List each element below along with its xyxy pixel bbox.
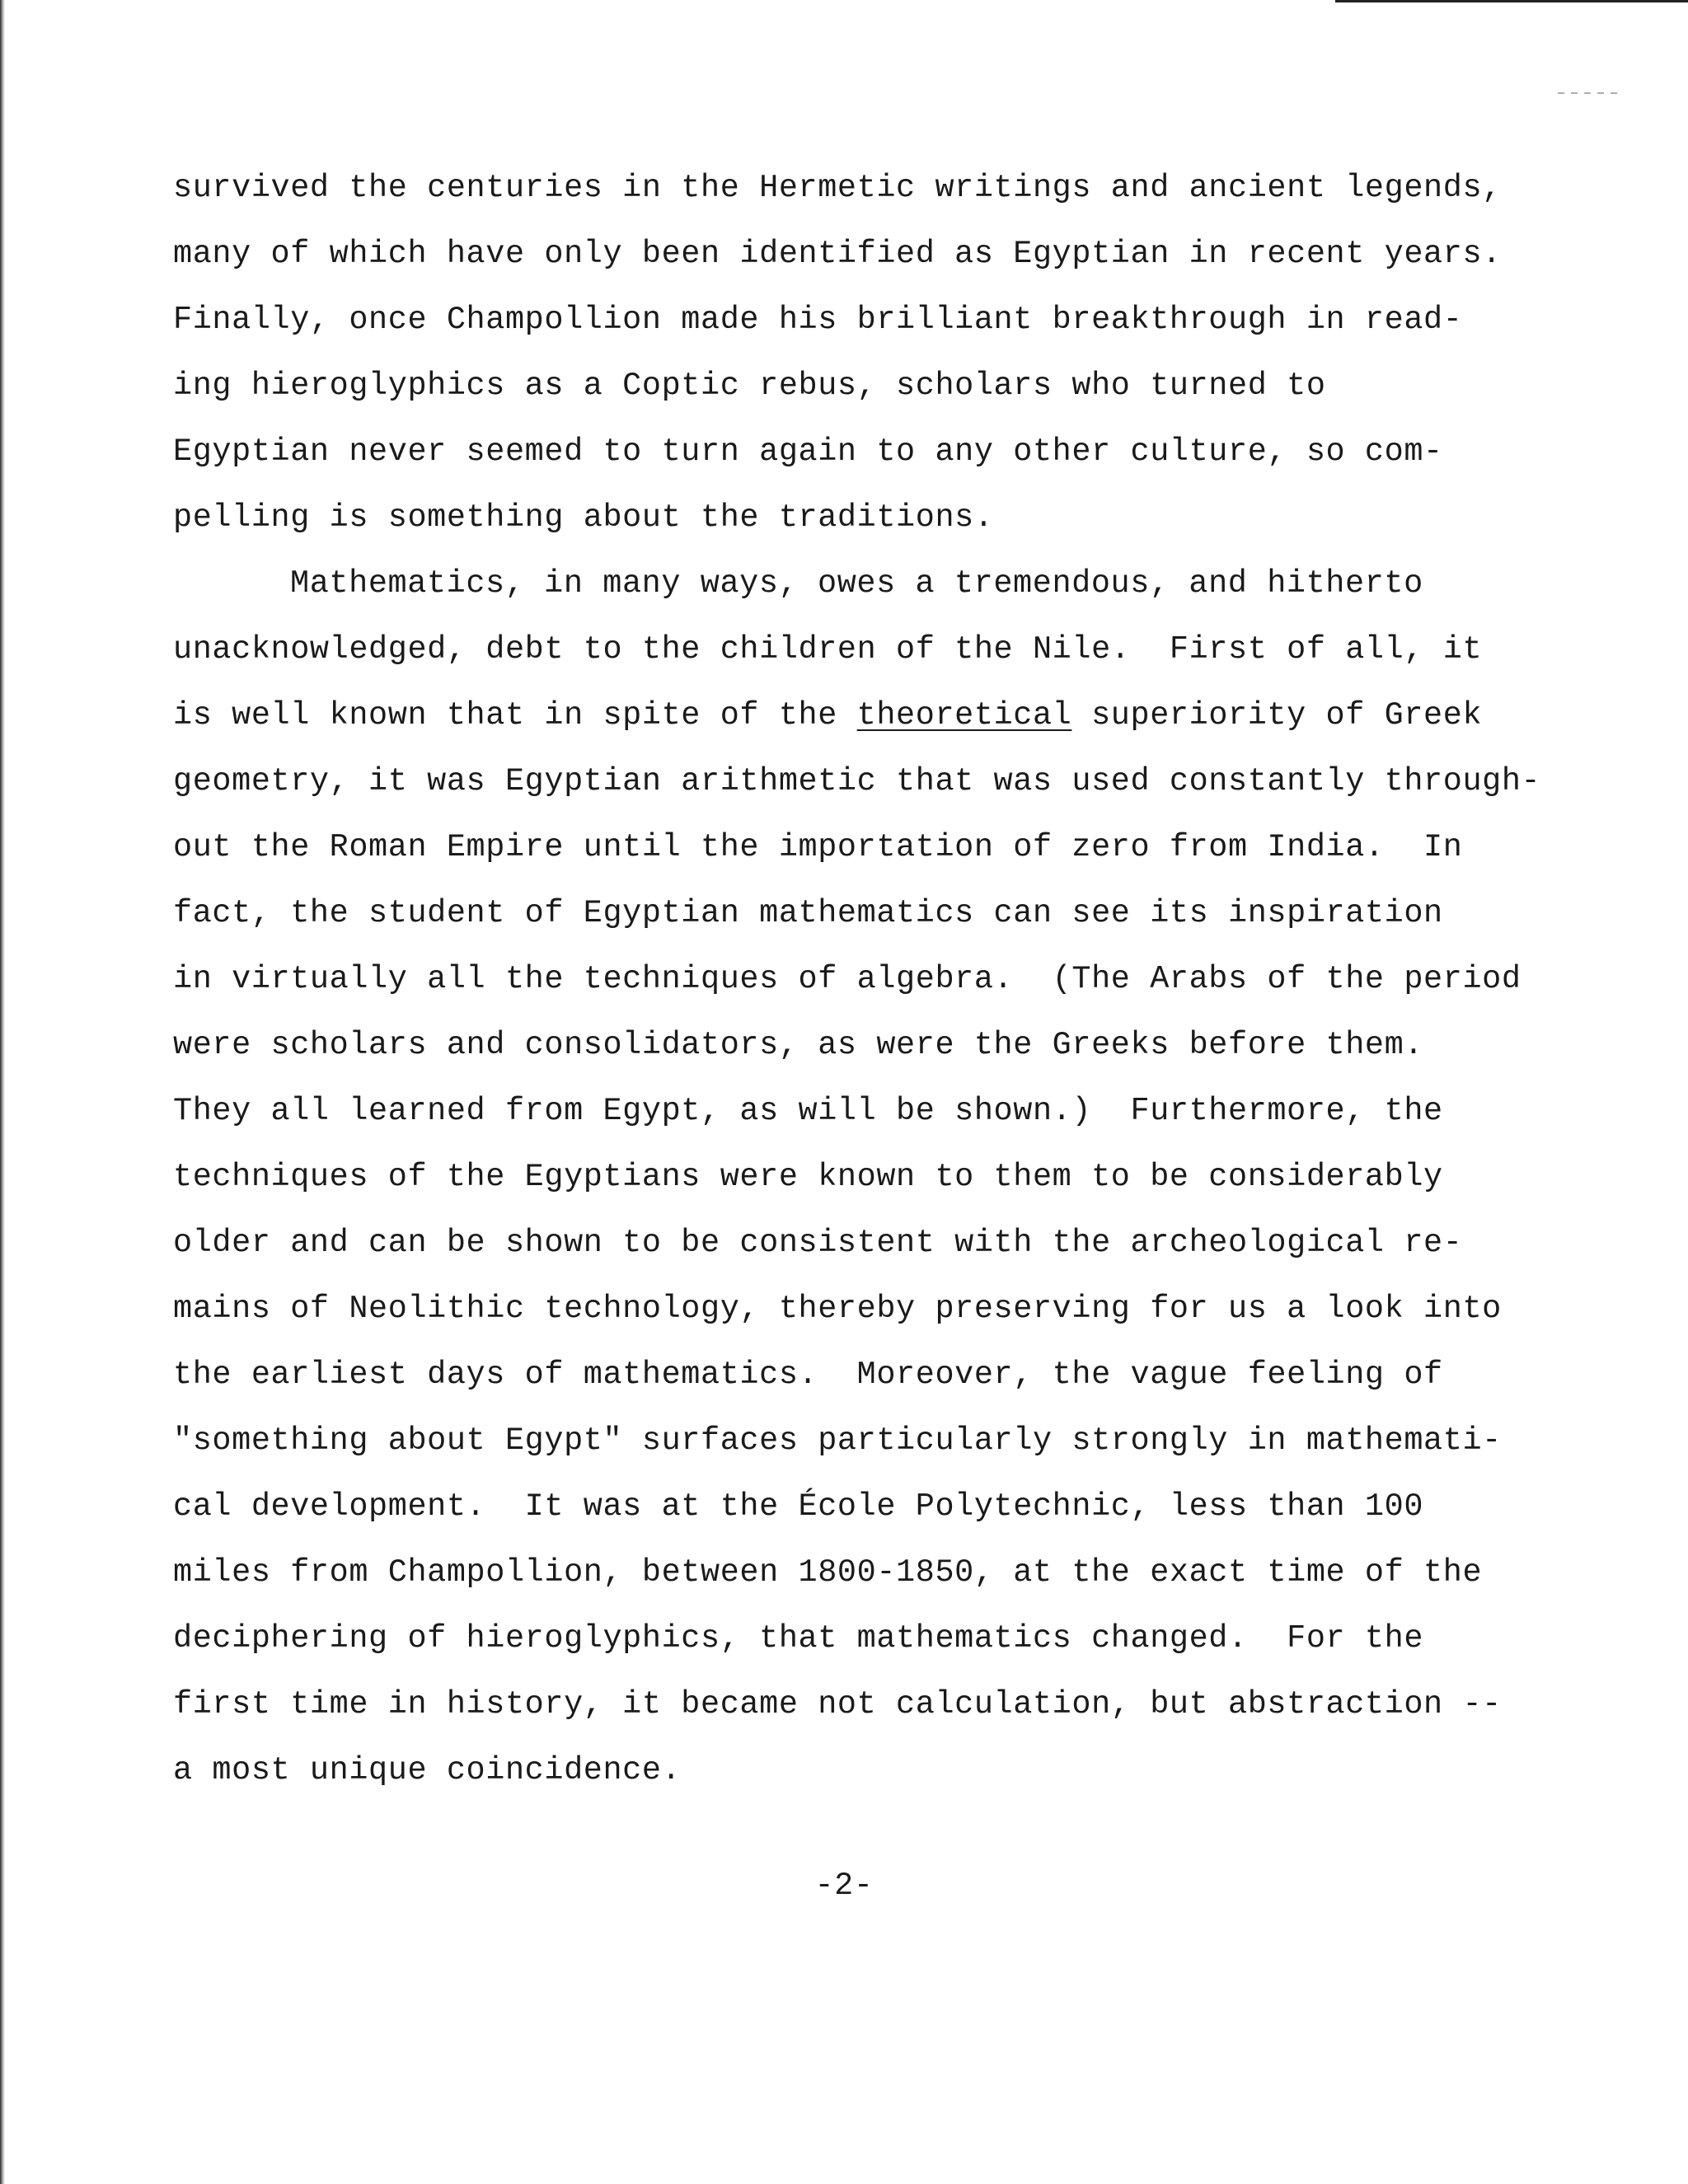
text-line: miles from Champollion, between 1800-1850, at the exact time of the [173, 1554, 1483, 1591]
text-line: pelling is something about the traditions. [173, 499, 994, 536]
text-line: unacknowledged, debt to the children of the Nile. First of all, it [173, 631, 1483, 668]
text-line: techniques of the Egyptians were known to them to be considerably [173, 1159, 1443, 1195]
text-line: in virtually all the techniques of algebra. (The Arabs of the period [173, 961, 1522, 997]
scan-top-edge [1335, 0, 1688, 2]
text-fragment: is well known that in spite of the [173, 697, 857, 733]
text-line: Mathematics, in many ways, owes a tremendous, and hitherto [290, 565, 1423, 602]
text-line: were scholars and consolidators, as were the Greeks before them. [173, 1027, 1424, 1063]
text-line: Egyptian never seemed to turn again to any other culture, so com- [173, 434, 1443, 470]
scan-speck [1558, 92, 1624, 94]
text-line: first time in history, it became not calculation, but abstraction -- [173, 1686, 1502, 1722]
text-line: deciphering of hieroglyphics, that mathematics changed. For the [173, 1620, 1424, 1657]
text-line: out the Roman Empire until the importation of zero from India. In [173, 829, 1463, 865]
text-line: They all learned from Egypt, as will be shown.) Furthermore, the [173, 1093, 1443, 1129]
page-number: -2- [814, 1868, 874, 1904]
text-line: ing hieroglyphics as a Coptic rebus, scholars who turned to [173, 368, 1326, 404]
text-line [173, 682, 1607, 748]
paragraph-1 [173, 155, 1607, 551]
text-line: survived the centuries in the Hermetic writings and ancient legends, [173, 170, 1502, 206]
text-line: "something about Egypt" surfaces particularly strongly in mathemati- [173, 1422, 1502, 1459]
text-line: Finally, once Champollion made his brilliant breakthrough in read- [173, 302, 1463, 338]
text-line: mains of Neolithic technology, thereby preserving for us a look into [173, 1291, 1502, 1327]
text-line: the earliest days of mathematics. Moreover, the vague feeling of [173, 1357, 1443, 1393]
body-text [173, 155, 1607, 1803]
text-line: a most unique coincidence. [173, 1752, 682, 1788]
paragraph-2 [173, 551, 1607, 1803]
text-line: many of which have only been identified as Egyptian in recent years. [173, 236, 1502, 272]
text-fragment: superiority of Greek [1071, 697, 1483, 733]
text-line: cal development. It was at the École Polytechnic, less than 100 [173, 1488, 1424, 1525]
text-line: geometry, it was Egyptian arithmetic that was used constantly through- [173, 763, 1541, 799]
text-line: fact, the student of Egyptian mathematics can see its inspiration [173, 895, 1443, 931]
underlined-word: theoretical [856, 697, 1072, 733]
text-line: older and can be shown to be consistent with the archeological re- [173, 1225, 1463, 1261]
